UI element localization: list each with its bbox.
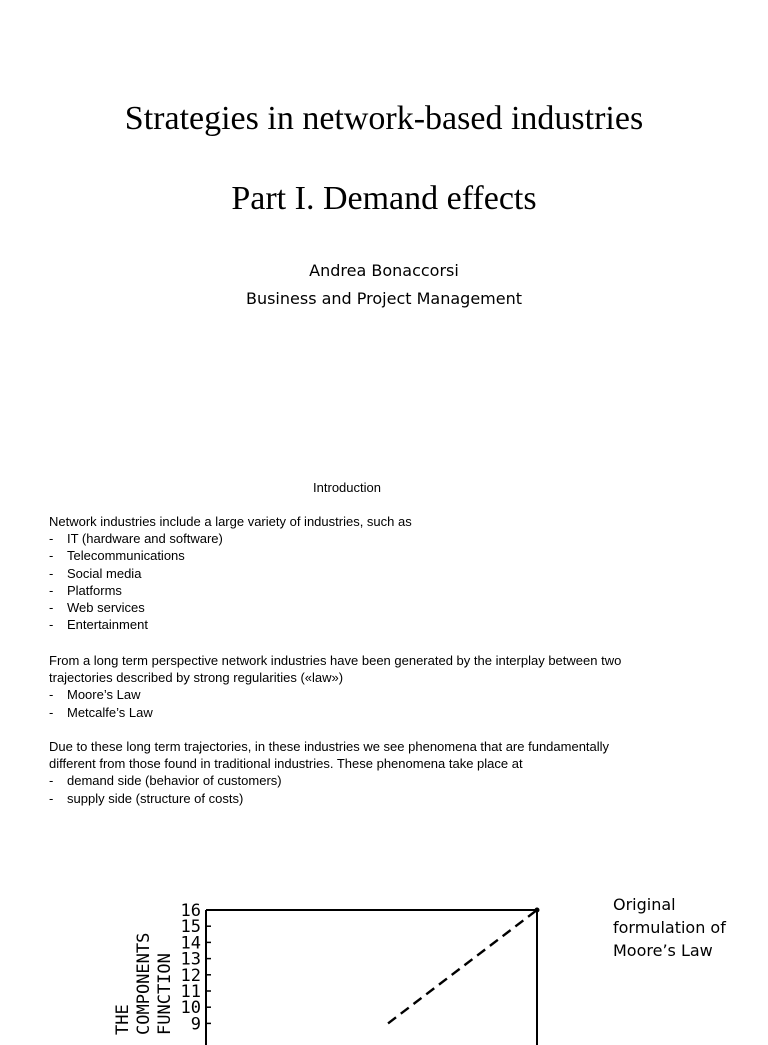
slide-subtitle: Part I. Demand effects bbox=[231, 180, 537, 217]
industries-block bbox=[49, 513, 649, 633]
series-line bbox=[388, 910, 537, 1023]
list-item: - Metcalfe’s Law bbox=[49, 704, 649, 721]
list-item: - Social media bbox=[49, 565, 649, 582]
y-tick-label: 14 bbox=[180, 933, 201, 954]
list-item: - Web services bbox=[49, 599, 649, 616]
paragraph: From a long term perspective network industries have been generated by the interplay between two trajectories described by strong regularities («law») bbox=[49, 653, 622, 686]
list-item: - Platforms bbox=[49, 582, 649, 599]
y-tick-label: 10 bbox=[180, 998, 201, 1019]
list-item: - IT (hardware and software) bbox=[49, 530, 649, 547]
y-axis-label: THE bbox=[113, 1004, 133, 1035]
y-tick-label: 15 bbox=[180, 917, 201, 938]
industries-list bbox=[49, 530, 649, 633]
section-heading: Introduction bbox=[313, 480, 381, 495]
list-item: - supply side (structure of costs) bbox=[49, 790, 649, 807]
list-item: - Telecommunications bbox=[49, 547, 649, 564]
phenomena-block bbox=[49, 738, 649, 807]
list-item: - Moore’s Law bbox=[49, 686, 649, 703]
paragraph: Due to these long term trajectories, in these industries we see phenomena that are fundamentally different from those found in traditional industries. These phenomena take place at bbox=[49, 739, 610, 772]
y-tick-label: 12 bbox=[180, 965, 201, 986]
laws-block bbox=[49, 652, 649, 721]
y-axis-label: COMPONENTS bbox=[134, 932, 154, 1035]
paragraph: Network industries include a large variety of industries, such as bbox=[49, 514, 412, 529]
caption-line: Original bbox=[613, 895, 676, 914]
list-item: - demand side (behavior of customers) bbox=[49, 772, 649, 789]
sides-list bbox=[49, 772, 649, 806]
y-tick-label: 11 bbox=[180, 982, 201, 1002]
moores-law-figure bbox=[100, 880, 560, 1035]
y-tick-label: 13 bbox=[180, 949, 201, 970]
moores-law-chart bbox=[100, 880, 560, 1040]
laws-list bbox=[49, 686, 649, 720]
y-tick-label: 9 bbox=[190, 1014, 201, 1035]
slide-title: Strategies in network-based industries bbox=[124, 100, 644, 137]
y-axis-label: FUNCTION bbox=[155, 953, 175, 1035]
figure-caption bbox=[613, 893, 763, 962]
y-tick-label: 16 bbox=[180, 901, 201, 921]
author-affiliation: Business and Project Management bbox=[245, 289, 523, 308]
series-point bbox=[535, 908, 540, 913]
caption-line: Moore’s Law bbox=[613, 941, 713, 960]
list-item: - Entertainment bbox=[49, 616, 649, 633]
author-name: Andrea Bonaccorsi bbox=[309, 261, 459, 280]
caption-line: formulation of bbox=[613, 918, 726, 937]
